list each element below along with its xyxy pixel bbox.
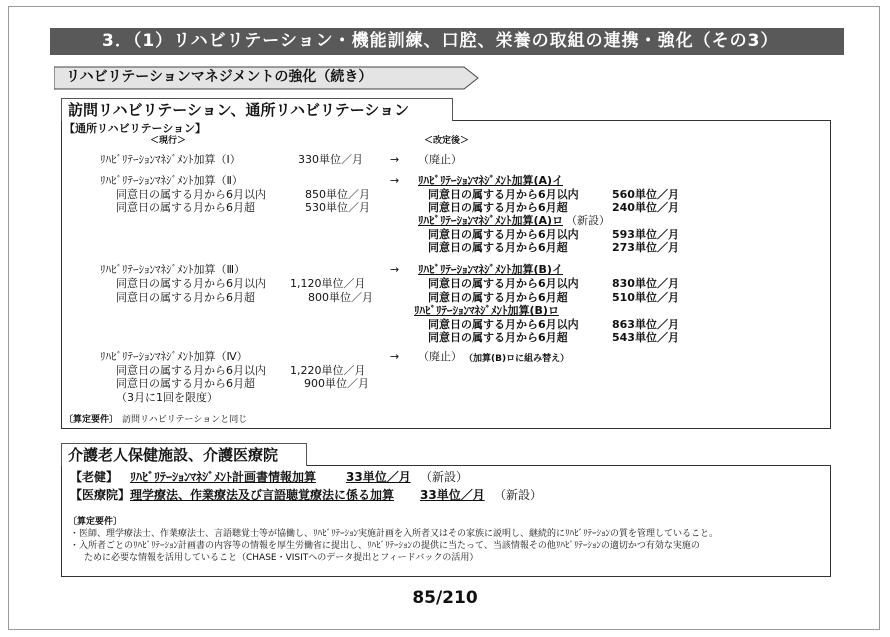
section2-req2b: ために必要な情報を活用していること（CHASE・VISITへのデータ提出とフィードバックの活用） xyxy=(84,553,479,563)
row1-value: 330単位／月 xyxy=(298,153,363,166)
new-b-i-label: 同意日の属する月から6月超 xyxy=(428,291,568,304)
banner-title: リハビリテーションマネジメントの強化（続き） xyxy=(66,69,373,85)
iryoin-text: 理学療法、作業療法及び言語聴覚療法に係る加算 xyxy=(130,488,395,502)
new-a-i-name: ﾘﾊﾋﾞﾘﾃｰｼｮﾝﾏﾈｼﾞﾒﾝﾄ加算(A)イ xyxy=(418,174,564,187)
row4-name: ﾘﾊﾋﾞﾘﾃｰｼｮﾝﾏﾈｼﾞﾒﾝﾄ加算（Ⅳ） xyxy=(100,350,248,363)
arrow-icon: → xyxy=(390,174,400,187)
row4-result: （廃止） xyxy=(418,350,462,363)
row3-name: ﾘﾊﾋﾞﾘﾃｰｼｮﾝﾏﾈｼﾞﾒﾝﾄ加算（Ⅲ） xyxy=(100,263,246,276)
page-title: 3．（1）リハビリテーション・機能訓練、口腔、栄養の取組の連携・強化（その3） xyxy=(50,28,844,55)
new-a-ro-label: 同意日の属する月から6月以内 xyxy=(428,228,579,241)
section2-requirement-tag: 〔算定要件〕 xyxy=(68,517,123,527)
iryoin-value: 33単位／月 xyxy=(420,488,485,502)
row2-cur-value: 530単位／月 xyxy=(305,201,370,214)
arrow-icon: → xyxy=(390,153,400,166)
current-label: ＜現行＞ xyxy=(150,136,187,146)
row4-cur-value: 900単位／月 xyxy=(304,377,369,390)
row3-cur-label: 同意日の属する月から6月超 xyxy=(116,291,255,304)
new-b-ro-value: 863単位／月 xyxy=(612,318,679,331)
row3-cur-label: 同意日の属する月から6月以内 xyxy=(116,277,266,290)
roken-text: ﾘﾊﾋﾞﾘﾃｰｼｮﾝﾏﾈｼﾞﾒﾝﾄ計画書情報加算 xyxy=(130,470,317,484)
row4-cur-value: 1,220単位／月 xyxy=(290,364,366,377)
new-a-i-value: 560単位／月 xyxy=(612,188,679,201)
section1-heading: 訪問リハビリテーション、通所リハビリテーション xyxy=(61,98,453,121)
page-number: 85/210 xyxy=(412,588,478,608)
iryoin-note: （新設） xyxy=(494,488,543,502)
row2-cur-value: 850単位／月 xyxy=(305,188,370,201)
section1-subtitle: 【通所リハビリテーション】 xyxy=(64,122,207,135)
roken-note: （新設） xyxy=(420,470,469,484)
row3-cur-value: 800単位／月 xyxy=(308,291,373,304)
requirement-text: 訪問リハビリテーションと同じ xyxy=(122,415,248,425)
new-a-ro-value: 273単位／月 xyxy=(612,241,679,254)
new-b-ro-value: 543単位／月 xyxy=(612,331,679,344)
new-b-i-value: 510単位／月 xyxy=(612,291,679,304)
row4-cur-note: （3月に1回を限度） xyxy=(116,391,218,404)
revised-label: ＜改定後＞ xyxy=(424,136,470,146)
roken-tag: 【老健】 xyxy=(70,470,119,484)
row2-cur-label: 同意日の属する月から6月超 xyxy=(116,201,255,214)
new-b-ro-label: 同意日の属する月から6月以内 xyxy=(428,318,579,331)
row2-name: ﾘﾊﾋﾞﾘﾃｰｼｮﾝﾏﾈｼﾞﾒﾝﾄ加算（Ⅱ） xyxy=(100,174,243,187)
row2-cur-label: 同意日の属する月から6月以内 xyxy=(116,188,266,201)
new-b-ro-name: ﾘﾊﾋﾞﾘﾃｰｼｮﾝﾏﾈｼﾞﾒﾝﾄ加算(B)ロ xyxy=(414,304,559,317)
row4-cur-label: 同意日の属する月から6月以内 xyxy=(116,364,266,377)
iryoin-tag: 【医療院】 xyxy=(70,488,131,502)
new-b-ro-label: 同意日の属する月から6月超 xyxy=(428,331,568,344)
new-b-i-label: 同意日の属する月から6月以内 xyxy=(428,277,579,290)
new-a-ro-value: 593単位／月 xyxy=(612,228,679,241)
new-b-i-name: ﾘﾊﾋﾞﾘﾃｰｼｮﾝﾏﾈｼﾞﾒﾝﾄ加算(B)イ xyxy=(418,263,563,276)
new-b-i-value: 830単位／月 xyxy=(612,277,679,290)
new-a-ro-label: 同意日の属する月から6月超 xyxy=(428,241,568,254)
arrow-icon: → xyxy=(390,350,400,363)
row1-result: （廃止） xyxy=(418,153,462,166)
requirement-tag: 〔算定要件〕 xyxy=(64,415,119,425)
new-a-ro-note: （新設） xyxy=(566,214,610,227)
row1-name: ﾘﾊﾋﾞﾘﾃｰｼｮﾝﾏﾈｼﾞﾒﾝﾄ加算（Ⅰ） xyxy=(100,153,241,166)
section2-heading: 介護老人保健施設、介護医療院 xyxy=(61,443,307,466)
row3-cur-value: 1,120単位／月 xyxy=(290,277,366,290)
new-a-i-value: 240単位／月 xyxy=(612,201,679,214)
new-a-i-label: 同意日の属する月から6月超 xyxy=(428,201,568,214)
new-a-ro-name: ﾘﾊﾋﾞﾘﾃｰｼｮﾝﾏﾈｼﾞﾒﾝﾄ加算(A)ロ xyxy=(418,214,564,227)
row4-result-note: （加算(B)ロに組み替え） xyxy=(464,354,570,364)
roken-value: 33単位／月 xyxy=(346,470,411,484)
section2-req2a: ・入所者ごとのﾘﾊﾋﾞﾘﾃｰｼｮﾝ計画書の内容等の情報を厚生労働省に提出し、ﾘﾊﾋﾞﾘﾃｰｼｮﾝの提供に当たって、当該情報その他ﾘﾊﾋﾞﾘﾃｰｼｮﾝの適切かつ有効な実施の xyxy=(70,541,700,551)
row4-cur-label: 同意日の属する月から6月超 xyxy=(116,377,255,390)
section2-req1: ・医師、理学療法士、作業療法士、言語聴覚士等が協働し、ﾘﾊﾋﾞﾘﾃｰｼｮﾝ実施計画を入所者又はその家族に説明し、継続的にﾘﾊﾋﾞﾘﾃｰｼｮﾝの質を管理していること。 xyxy=(70,529,719,539)
arrow-icon: → xyxy=(390,263,400,276)
new-a-i-label: 同意日の属する月から6月以内 xyxy=(428,188,579,201)
